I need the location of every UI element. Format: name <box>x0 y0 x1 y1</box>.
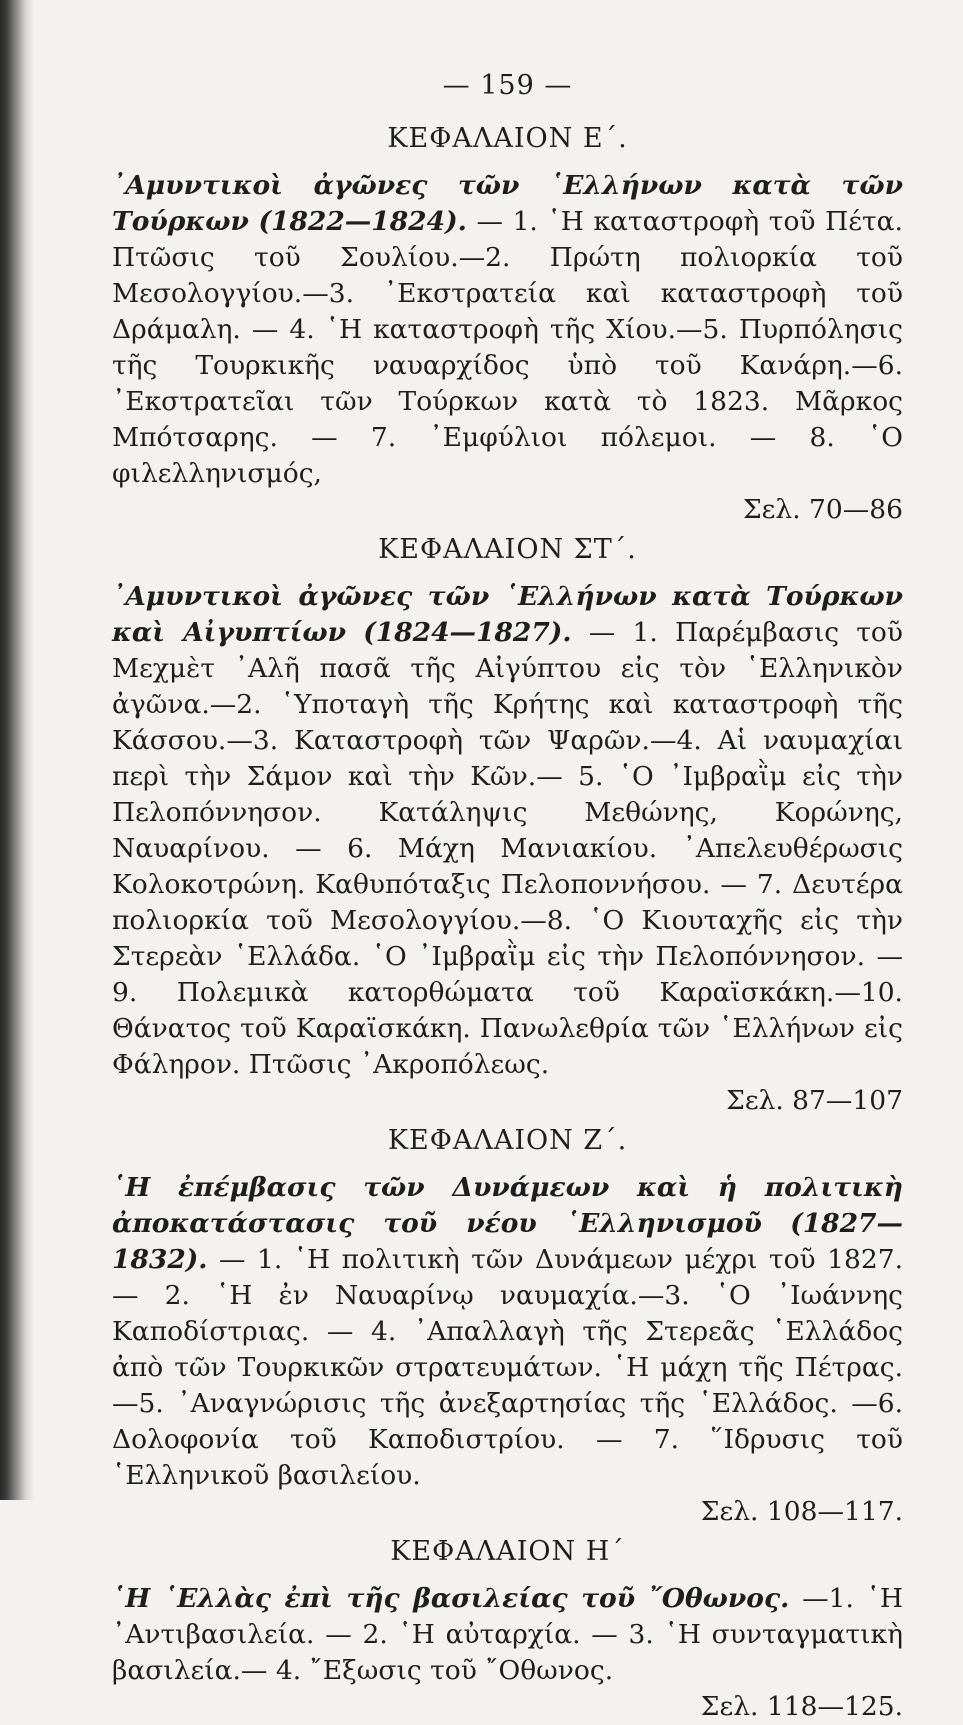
chapter-6 <box>112 534 903 1119</box>
chapter-dates: (1822—1824). <box>258 206 467 237</box>
chapter-dates: (1827—1832). <box>112 1208 903 1275</box>
chapter-heading: ᾿Αμυντικοὶ ἀγῶνες τῶν ῾Ελλήνων κατὰ Τούρκων καὶ Αἰγυπτίων <box>112 581 903 648</box>
chapter-title: ΚΕΦΑΛΑΙΟΝ Η΄ <box>390 1536 625 1567</box>
chapter-heading: ῾Η ῾Ελλὰς ἐπὶ τῆς βασιλείας τοῦ ῎Οθωνος. <box>112 1583 790 1614</box>
chapter-title: ΚΕΦΑΛΑΙΟΝ Ζ΄. <box>387 1125 628 1156</box>
chapter-summary <box>112 1170 903 1494</box>
page-number: — 159 — <box>442 70 573 101</box>
chapter-body: — 1. Παρέμβασις τοῦ Μεχμὲτ ᾿Αλῆ πασᾶ τῆς Αἰγύπτου εἰς τὸν ῾Ελληνικὸν ἀγῶνα.—2. ῾Υποταγὴ τῆς Κρήτης καὶ καταστροφὴ τῆς Κάσσου.—3. Καταστροφὴ τῶν Ψαρῶν.—4. Αἱ ναυμαχίαι περὶ τὴν Σάμον καὶ τὴν Κῶν.— 5. ῾Ο ᾿Ιμβραῒμ εἰς τὴν Πελοπόννησον. Κατάληψις Μεθώνης, Κορώνης, Ναυαρίνου. — 6. Μάχη Μανιακίου. ᾿Απελευθέρωσις Κολοκοτρώνη. Καθυπόταξις Πελοποννήσου. — 7. Δευτέρα πολιορκία τοῦ Μεσολογγίου.—8. ῾Ο Κιουταχῆς εἰς τὴν Στερεὰν ῾Ελλάδα. ῾Ο ᾿Ιμβραῒμ εἰς τὴν Πελοπόννησον. — 9. Πολεμικὰ κατορθώματα τοῦ Καραϊσκάκη.—10. Θάνατος τοῦ Καραϊσκάκη. Πανωλεθρία τῶν ῾Ελλήνων εἰς Φάληρον. Πτῶσις ᾿Ακροπόλεως. <box>112 617 903 1080</box>
chapter-summary <box>112 579 903 1083</box>
page-binding-edge <box>0 0 34 1500</box>
chapter-dates: (1824—1827). <box>363 617 572 648</box>
chapter-heading: ῾Η ἐπέμβασις τῶν Δυνάμεων καὶ ἡ πολιτικὴ ἀποκατάστασις τοῦ νέου ῾Ελληνισμοῦ <box>112 1172 903 1239</box>
chapter-body: —1. ῾Η ᾿Αντιβασιλεία. — 2. ῾Η αὐταρχία. — 3. ῾Η συνταγματικὴ βασιλεία.— 4. ῎Εξωσις τοῦ ῎Οθωνος. <box>112 1583 903 1686</box>
chapter-7 <box>112 1125 903 1530</box>
page-reference: Σελ. 87—107 <box>726 1085 903 1116</box>
chapter-title: ΚΕΦΑΛΑΙΟΝ ΣΤ΄. <box>378 534 637 565</box>
page-reference: Σελ. 70—86 <box>742 494 903 525</box>
page-reference: Σελ. 118—125. <box>700 1691 903 1722</box>
chapter-body: — 1. ῾Η καταστροφὴ τοῦ Πέτα. Πτῶσις τοῦ Σουλίου.—2. Πρώτη πολιορκία τοῦ Μεσολογγίου.—3. ᾿Εκστρατεία καὶ καταστροφὴ τοῦ Δράμαλη. — 4. ῾Η καταστροφὴ τῆς Χίου.—5. Πυρπόλησις τῆς Τουρκικῆς ναυαρχίδος ὑπὸ τοῦ Κανάρη.—6. ᾿Εκστρατεῖαι τῶν Τούρκων κατὰ τὸ 1823. Μᾶρκος Μπότσαρης. — 7. ᾿Εμφύλιοι πόλεμοι. — 8. ῾Ο φιλελληνισμός, <box>112 206 903 489</box>
chapter-summary <box>112 168 903 492</box>
chapter-summary <box>112 1581 903 1689</box>
chapter-5 <box>112 123 903 528</box>
chapter-8 <box>112 1536 903 1725</box>
chapter-title: ΚΕΦΑΛΑΙΟΝ Ε΄. <box>387 123 628 154</box>
chapter-heading: ᾿Αμυντικοὶ ἀγῶνες τῶν ῾Ελλήνων κατὰ τῶν Τούρκων <box>112 170 903 237</box>
page-reference: Σελ. 108—117. <box>700 1496 903 1527</box>
chapter-body: — 1. ῾Η πολιτικὴ τῶν Δυνάμεων μέχρι τοῦ 1827. — 2. ῾Η ἐν Ναυαρίνῳ ναυμαχία.—3. ῾Ο ᾿Ιωάννης Καποδίστριας. — 4. ᾿Απαλλαγὴ τῆς Στερεᾶς ῾Ελλάδος ἀπὸ τῶν Τουρκικῶν στρατευμάτων. ῾Η μάχη τῆς Πέτρας.—5. ᾿Αναγνώρισις τῆς ἀνεξαρτησίας τῆς ῾Ελλάδος. —6. Δολοφονία τοῦ Καποδιστρίου. — 7. ῞Ιδρυσις τοῦ ῾Ελληνικοῦ βασιλείου. <box>112 1244 903 1491</box>
